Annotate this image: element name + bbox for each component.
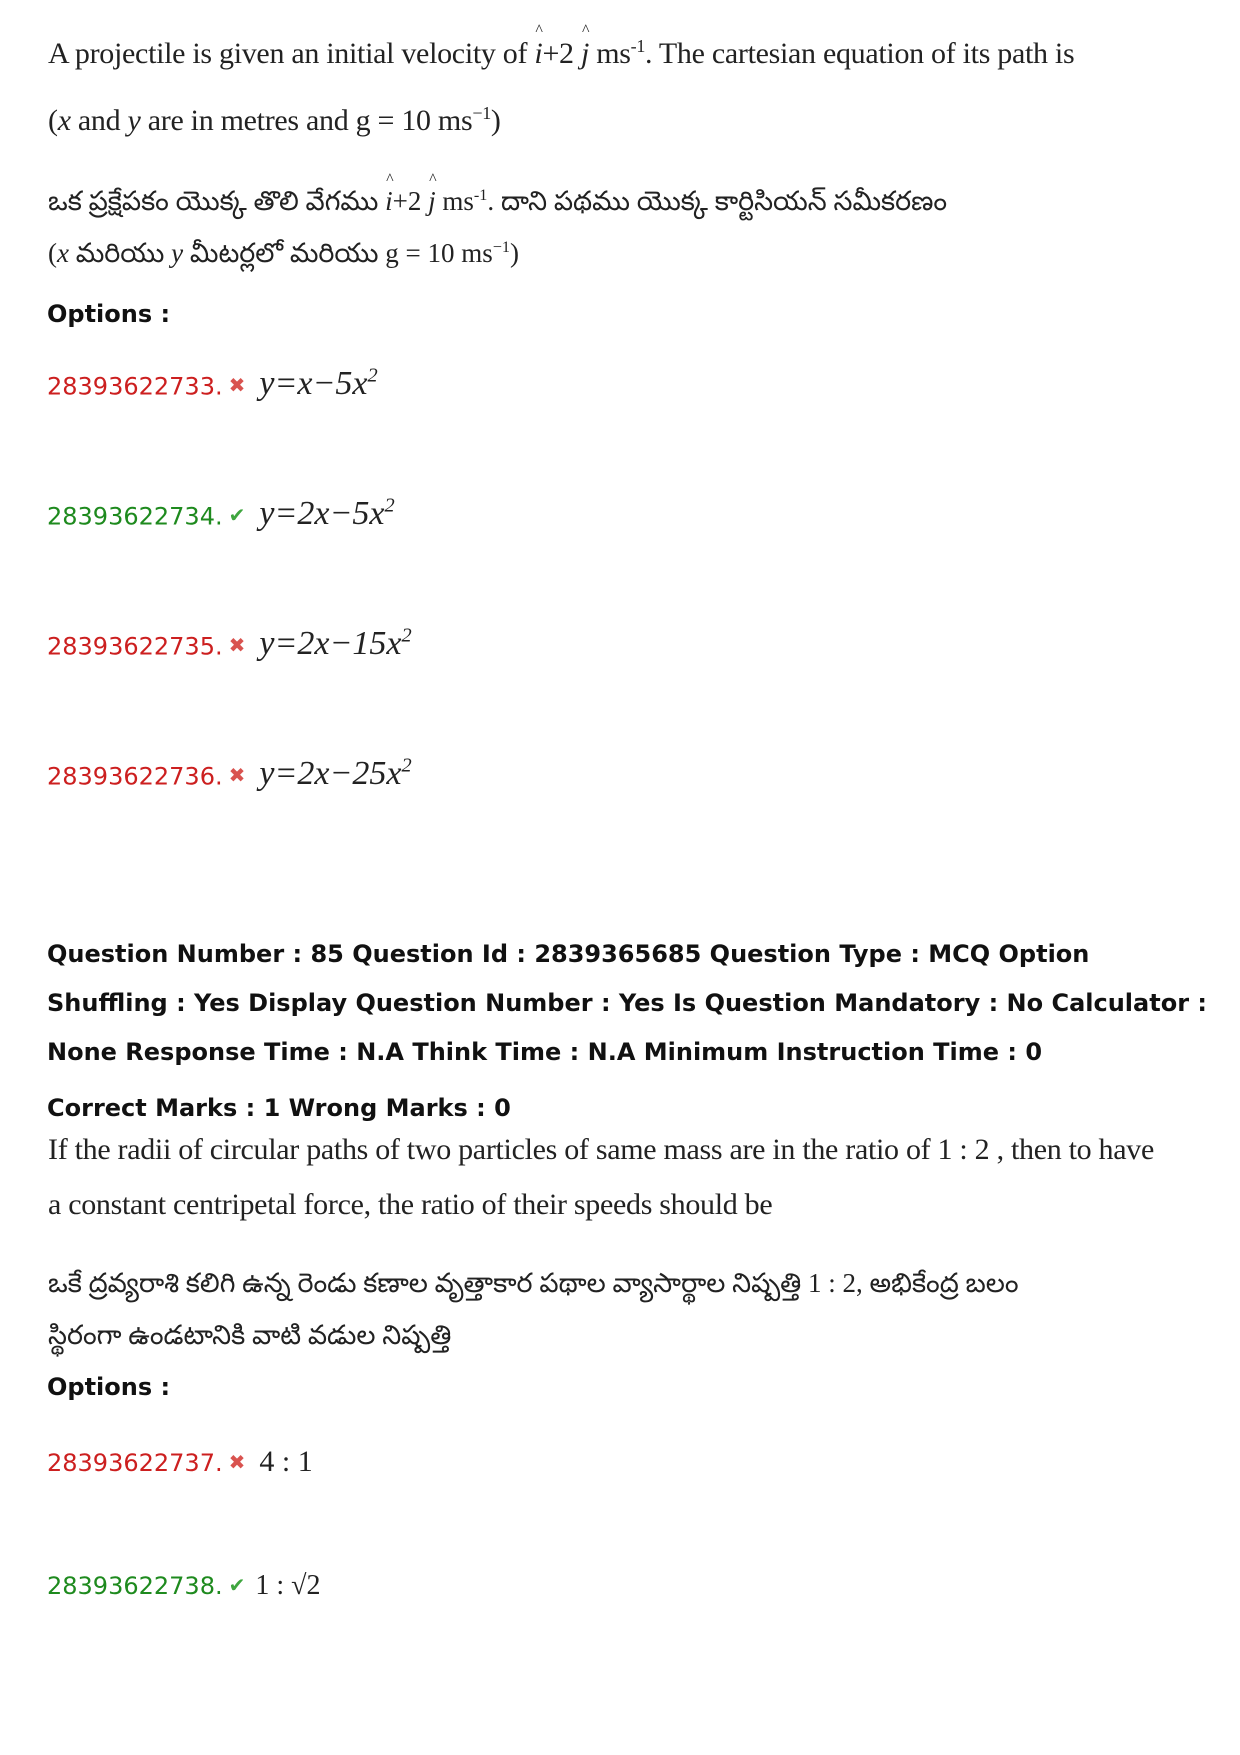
option-formula (259, 495, 394, 532)
formula-text: y=x−5x (259, 365, 368, 403)
q84-text: +2 (542, 37, 581, 70)
cross-icon: ✖ (228, 1452, 246, 1474)
options-label: Options : (47, 300, 171, 328)
paren: ) (490, 104, 501, 137)
unit-vector-i: ^ i (385, 186, 393, 217)
q84-text: ఒక ప్రక్షేపకం యొక్క తొలి వేగము (48, 186, 386, 216)
unit: ms (589, 37, 631, 70)
unit-vector-j: ^ j (581, 37, 589, 71)
q85-english-line-2: a constant centripetal force, the ratio of their speeds should be (48, 1188, 773, 1221)
q84-text: మీటర్లలో మరియు g = 10 ms (183, 238, 493, 268)
unit-exponent: -1 (630, 36, 646, 56)
marks-info: Correct Marks : 1 Wrong Marks : 0 (47, 1094, 511, 1122)
formula-exponent: 2 (384, 495, 395, 517)
option-id: 28393622734. (47, 502, 223, 531)
q84-telugu-line-1 (48, 186, 947, 224)
option-id: 28393622733. (47, 372, 223, 401)
q84-text: . దాని పథము యొక్క కార్టిసియన్ సమీకరణం (487, 186, 948, 216)
option-row[interactable] (47, 495, 395, 533)
q84-text: A projectile is given an initial velocity of (48, 37, 535, 70)
paren: ( (48, 238, 57, 268)
option-formula (259, 625, 411, 662)
option-id: 28393622736. (47, 762, 223, 791)
formula-exponent: 2 (367, 365, 378, 387)
option-id: 28393622735. (47, 632, 223, 661)
q84-english-line-2 (48, 103, 501, 138)
unit: ms (435, 186, 474, 216)
q84-text: +2 (392, 186, 429, 216)
unit-exponent: −1 (472, 103, 491, 123)
cross-icon: ✖ (228, 765, 246, 788)
var-y: y (127, 104, 141, 137)
q84-telugu-line-2 (48, 238, 519, 276)
check-icon: ✔ (228, 505, 246, 528)
option-row[interactable] (47, 755, 412, 793)
q84-text: are in metres and g = 10 ms (140, 104, 473, 137)
unit-vector-j: ^ j (428, 186, 436, 217)
check-icon: ✔ (228, 1575, 246, 1597)
var-x: x (57, 104, 71, 137)
q85-english-line-1: If the radii of circular paths of two particles of same mass are in the ratio of 1 : 2 , then to have (48, 1133, 1154, 1166)
formula-text: y=2x−15x (259, 625, 402, 663)
q84-english-line-1 (48, 36, 1074, 71)
option-row[interactable] (47, 1445, 313, 1479)
unit-exponent: −1 (492, 238, 510, 256)
option-row[interactable] (47, 1570, 321, 1602)
formula-text: y=2x−25x (259, 755, 402, 793)
option-formula: 4 : 1 (259, 1445, 313, 1478)
formula-text: y=2x−5x (259, 495, 385, 533)
option-formula (259, 365, 377, 402)
var-y: y (171, 238, 184, 268)
var-x: x (57, 238, 69, 268)
q84-text: మరియు (68, 238, 172, 268)
paren: ) (509, 238, 519, 268)
cross-icon: ✖ (228, 635, 246, 658)
cross-icon: ✖ (228, 375, 246, 398)
q84-text: and (70, 104, 128, 137)
q85-telugu-line-1: ఒకే ద్రవ్యరాశి కలిగి ఉన్న రెండు కణాల వృత్తాకార పథాల వ్యాసార్థాల నిష్పత్తి 1 : 2, అభికేంద్ర బలం (48, 1268, 1019, 1298)
unit-exponent: -1 (473, 186, 488, 204)
option-id: 28393622738. (47, 1572, 223, 1600)
q85-telugu-line-2: స్థిరంగా ఉండటానికి వాటి వడుల నిష్పత్తి (48, 1320, 452, 1350)
option-row[interactable] (47, 365, 378, 403)
option-formula: 1 : √2 (255, 1570, 321, 1601)
question-metadata: Question Number : 85 Question Id : 2839365685 Question Type : MCQ Option Shuffling : Yes Display Question Number : Yes Is Question Mandatory : No Calculator : None Response Time : N.A Think Time : N.A Minimum Instruction Time : 0 (47, 940, 1207, 1066)
formula-exponent: 2 (401, 625, 412, 647)
q84-text: . The cartesian equation of its path is (645, 37, 1075, 70)
formula-exponent: 2 (401, 755, 412, 777)
options-label: Options : (47, 1373, 171, 1401)
paren: ( (48, 104, 58, 137)
option-id: 28393622737. (47, 1449, 223, 1477)
option-row[interactable] (47, 625, 412, 663)
option-formula (259, 755, 411, 792)
unit-vector-i: ^ i (534, 37, 542, 71)
